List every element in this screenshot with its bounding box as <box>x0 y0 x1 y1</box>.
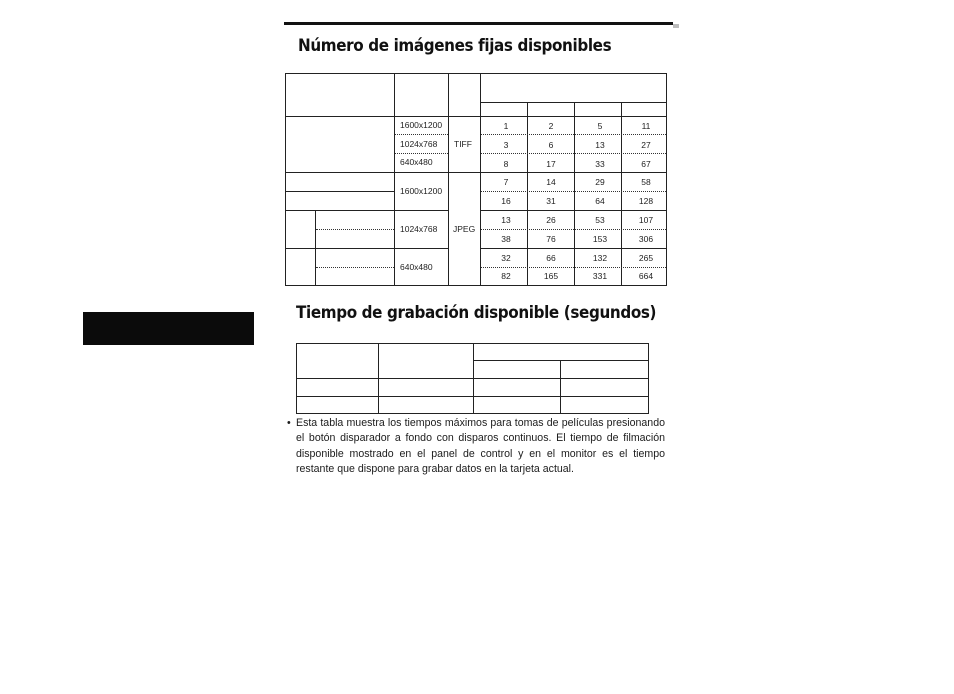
jpeg-cell: 13 <box>501 215 511 225</box>
jpeg-cell: 7 <box>503 177 509 187</box>
tiff-cell: 8 <box>503 159 509 169</box>
jpeg-cell: 32 <box>501 253 511 263</box>
jpeg-cell: 153 <box>592 234 608 244</box>
tiff-cell: 67 <box>641 159 651 169</box>
tiff-cell: 17 <box>546 159 556 169</box>
tiff-cell: 33 <box>595 159 605 169</box>
res-label-tiff-640: 640x480 <box>400 157 433 167</box>
res-label-tiff-1600: 1600x1200 <box>400 120 443 130</box>
res-label-jpeg-1600: 1600x1200 <box>400 186 443 196</box>
res-label-jpeg-1024: 1024x768 <box>400 224 438 234</box>
jpeg-cell: 82 <box>501 271 511 281</box>
res-label-jpeg-640: 640x480 <box>400 262 433 272</box>
jpeg-cell: 132 <box>592 253 608 263</box>
tiff-cell: 1 <box>503 121 509 131</box>
jpeg-cell: 31 <box>546 196 556 206</box>
footnote <box>287 416 665 478</box>
jpeg-cell: 107 <box>638 215 654 225</box>
tiff-cell: 5 <box>597 121 603 131</box>
jpeg-cell: 265 <box>638 253 654 263</box>
jpeg-cell: 128 <box>638 196 654 206</box>
title-recording-time: Tiempo de grabación disponible (segundos) <box>296 303 657 322</box>
tiff-cell: 2 <box>548 121 554 131</box>
format-label-jpeg: JPEG <box>453 224 476 234</box>
jpeg-cell: 165 <box>543 271 559 281</box>
jpeg-cell: 14 <box>546 177 556 187</box>
jpeg-cell: 66 <box>546 253 556 263</box>
jpeg-cell: 26 <box>546 215 556 225</box>
title-still-images: Número de imágenes fijas disponibles <box>298 36 612 55</box>
jpeg-cell: 58 <box>641 177 651 187</box>
jpeg-cell: 38 <box>501 234 511 244</box>
jpeg-cell: 16 <box>501 196 511 206</box>
tiff-cell: 13 <box>595 140 605 150</box>
tiff-cell: 6 <box>548 140 554 150</box>
bullet: • <box>287 417 291 429</box>
jpeg-cell: 331 <box>592 271 608 281</box>
tiff-cell: 27 <box>641 140 651 150</box>
format-label-tiff: TIFF <box>454 139 472 149</box>
jpeg-cell: 664 <box>638 271 654 281</box>
jpeg-cell: 53 <box>595 215 605 225</box>
jpeg-cell: 29 <box>595 177 605 187</box>
res-label-tiff-1024: 1024x768 <box>400 139 438 149</box>
tiff-cell: 3 <box>503 140 509 150</box>
tiff-cell: 11 <box>641 121 651 131</box>
jpeg-cell: 64 <box>595 196 605 206</box>
jpeg-cell: 76 <box>546 234 556 244</box>
footnote-text: Esta tabla muestra los tiempos máximos para tomas de películas presionando el botón disparador a fondo con disparos continuos. El tiempo de filmación disponible mostrado en el panel de control y en el monitor es el tiempo restante que dispone para grabar datos en la tarjeta actual. <box>296 417 665 476</box>
jpeg-cell: 306 <box>638 234 654 244</box>
